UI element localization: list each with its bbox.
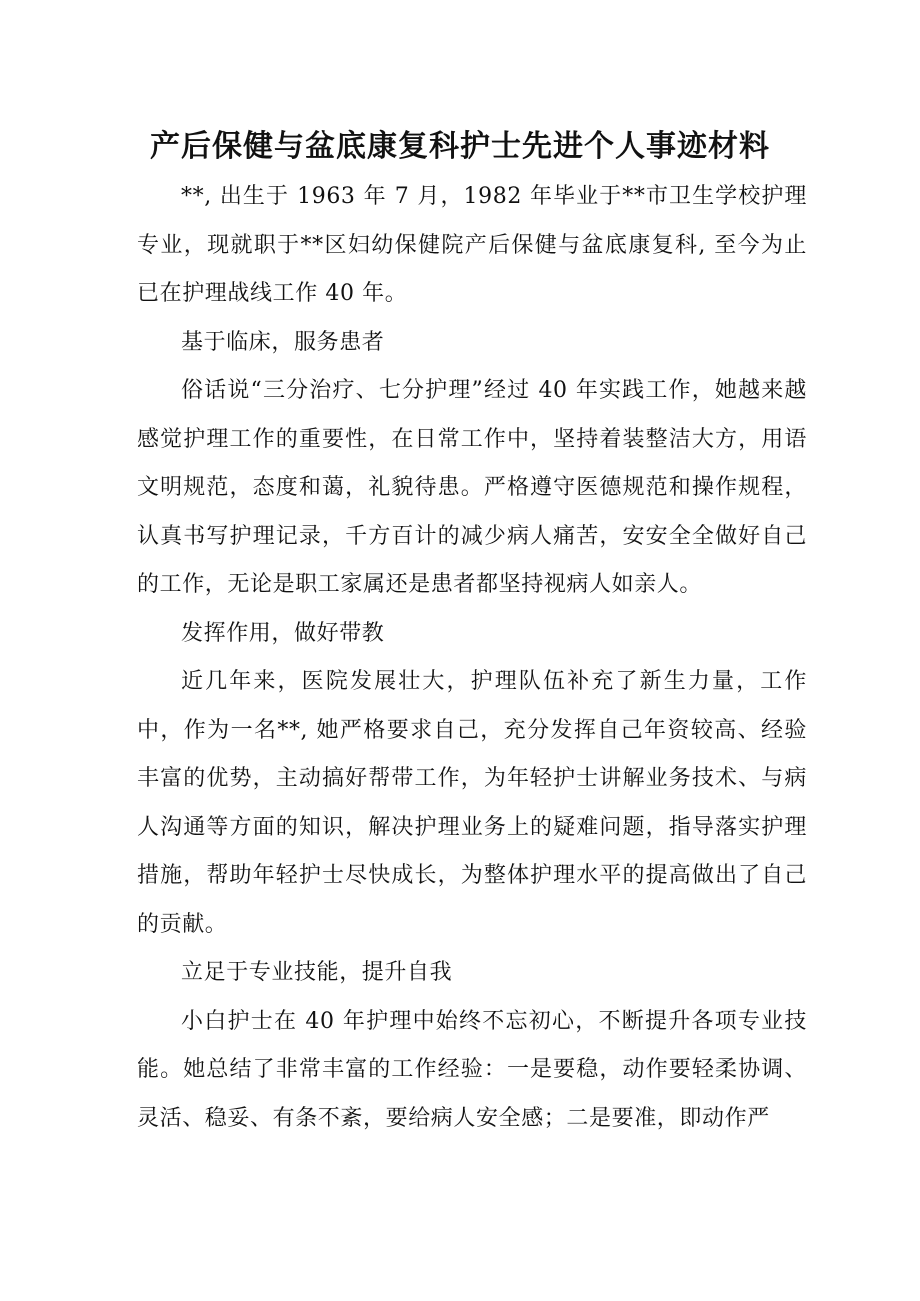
section-heading-clinical: 基于临床，服务患者 — [181, 329, 385, 355]
section-heading-teaching: 发挥作用，做好带教 — [181, 620, 385, 646]
paragraph-skills: 小白护士在 40 年护理中始终不忘初心，不断提升各项专业技能。她总结了非常丰富的工作经验：一是要稳，动作要轻柔协调、灵活、稳妥、有条不紊，要给病人安全感；二是要准，即动作严 — [137, 1008, 807, 1131]
paragraph-teaching: 近几年来，医院发展壮大，护理队伍补充了新生力量，工作中，作为一名**, 她严格要求自己，充分发挥自己年资较高、经验丰富的优势，主动搞好帮带工作，为年轻护士讲解业务技术、与病人沟通等方面的知识，解决护理业务上的疑难问题，指导落实护理措施，帮助年轻护士尽快成长，为整体护理水平的提高做出了自己的贡献。 — [137, 669, 807, 937]
paragraph-clinical: 俗话说“三分治疗、七分护理”经过 40 年实践工作，她越来越感觉护理工作的重要性，在日常工作中，坚持着装整洁大方，用语文明规范，态度和蔼，礼貌待患。严格遵守医德规范和操作规程，认真书写护理记录，千方百计的减少病人痛苦，安安全全做好自己的工作，无论是职工家属还是患者都坚持视病人如亲人。 — [137, 378, 807, 597]
document-body — [137, 173, 807, 1143]
document-title: 产后保健与盆底康复科护士先进个人事迹材料 — [150, 129, 770, 164]
section-heading-skills: 立足于专业技能，提升自我 — [181, 960, 453, 985]
paragraph-intro: **, 出生于 1963 年 7 月，1982 年毕业于**市卫生学校护理专业，现就职于**区妇幼保健院产后保健与盆底康复科, 至今为止已在护理战线工作 40 年。 — [137, 184, 807, 306]
